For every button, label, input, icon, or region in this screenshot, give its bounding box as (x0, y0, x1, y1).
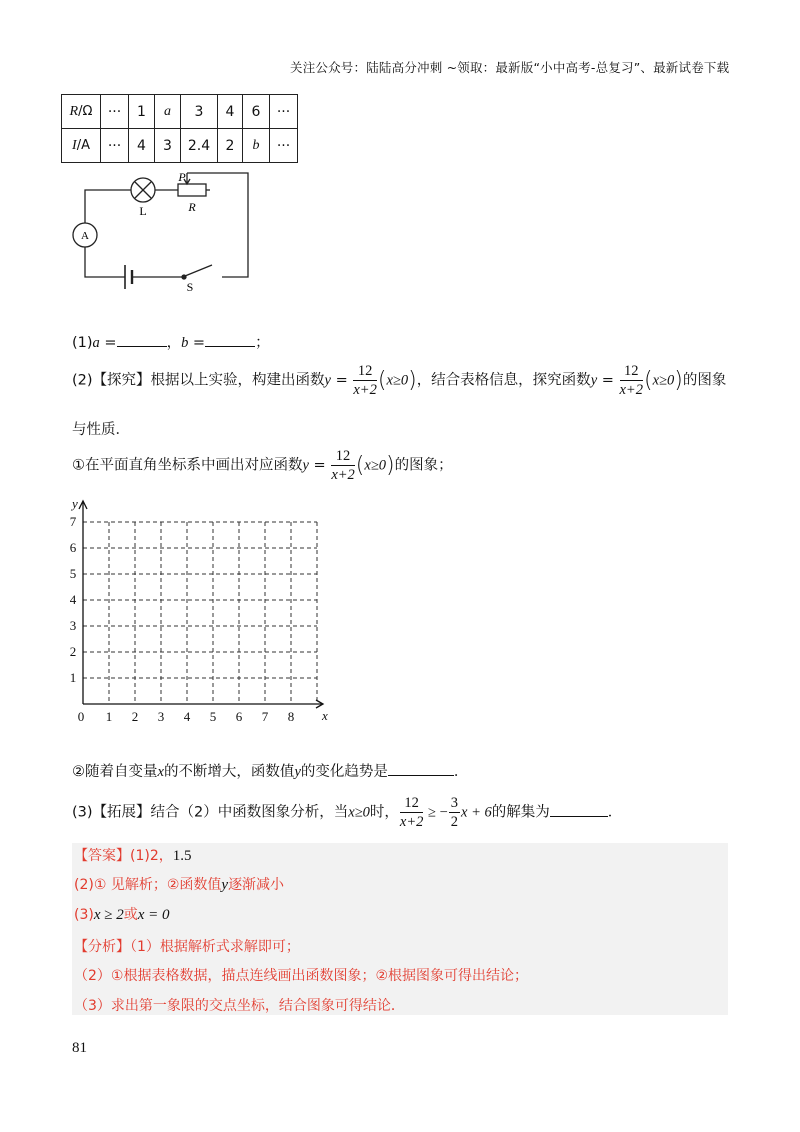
table-cell: ··· (270, 95, 298, 129)
table-cell: 3 (181, 95, 218, 129)
x-tick-label: 1 (105, 709, 113, 724)
answer-line-2: (2)① 见解析；②函数值y逐渐减小 (74, 877, 285, 893)
answer-line-1: 【答案】(1)2，1.5 (74, 848, 192, 864)
x-tick-label: 8 (287, 709, 295, 724)
table-cell: ··· (270, 129, 298, 163)
analysis-line-2: （2）①根据表格数据，描点连线画出函数图象；②根据图象可得出结论； (74, 968, 529, 984)
table-cell: ··· (101, 129, 129, 163)
question-3: (3)【拓展】结合（2）中函数图象分析，当x≥0时， $\frac{12}{x+2}$ ≥ − $\frac{3}{2}$ x + 6的解集为 ． (72, 795, 623, 830)
resistor-icon (178, 184, 206, 196)
answer-box (72, 843, 728, 1015)
table-cell: 2.4 (181, 129, 218, 163)
page-header: 关注公众号：陆陆高分冲刺 ~领取：最新版“小中高考-总复习”、最新试卷下载 (290, 60, 730, 75)
x-axis-label: x (322, 708, 328, 723)
table-cell: b (243, 129, 270, 163)
origin-label: 0 (77, 709, 85, 724)
table-cell: 6 (243, 95, 270, 129)
question-2-sub1: ①在平面直角坐标系中画出对应函数y = $\frac{12}{x+2}$ (x≥0)的图象； (72, 448, 453, 483)
table-cell: 4 (129, 129, 155, 163)
table-cell: a (155, 95, 181, 129)
x-tick-label: 4 (183, 709, 191, 724)
label-a: A (81, 230, 89, 242)
y-tick-label: 1 (69, 670, 77, 685)
coordinate-grid (60, 490, 340, 730)
table-row (62, 129, 298, 163)
table-cell: 4 (218, 95, 243, 129)
x-tick-label: 2 (131, 709, 139, 724)
y-tick-label: 2 (69, 644, 77, 659)
circuit-diagram (60, 165, 270, 300)
x-tick-label: 5 (209, 709, 217, 724)
x-tick-label: 3 (157, 709, 165, 724)
table-cell: 2 (218, 129, 243, 163)
table-cell: 1 (129, 95, 155, 129)
row-header-r: R/Ω (62, 95, 101, 129)
question-2-intro: (2)【探究】根据以上实验，构建出函数y = $\frac{12}{x+2}$ (x≥0)，结合表格信息，探究函数y = $\frac{12}{x+2}$ (x≥0)的图象 (72, 363, 727, 398)
table-cell: 3 (155, 129, 181, 163)
y-tick-label: 3 (69, 618, 77, 633)
x-tick-label: 7 (261, 709, 269, 724)
question-2-sub2: ②随着自变量x的不断增大，函数值y的变化趋势是 ． (72, 764, 469, 780)
label-l: L (139, 204, 147, 218)
question-2-line2: 与性质． (72, 422, 130, 438)
label-s: S (186, 280, 194, 294)
table-cell: ··· (101, 95, 129, 129)
analysis-line-3: （3）求出第一象限的交点坐标，结合图象可得结论． (74, 998, 405, 1014)
y-tick-label: 6 (69, 540, 77, 555)
analysis-line-1: 【分析】（1）根据解析式求解即可； (74, 939, 300, 955)
question-1: (1)a = ，b = ； (72, 335, 270, 351)
y-tick-label: 5 (69, 566, 77, 581)
y-tick-label: 4 (69, 592, 77, 607)
y-axis-label: y (72, 496, 78, 511)
answer-line-3: (3)x ≥ 2或x = 0 (74, 907, 170, 923)
label-r: R (188, 200, 196, 214)
resistance-current-table (61, 94, 298, 163)
y-tick-label: 7 (69, 514, 77, 529)
row-header-i: I/A (62, 129, 101, 163)
page-number: 81 (72, 1040, 87, 1056)
label-p: P (178, 170, 186, 184)
table-row (62, 95, 298, 129)
x-tick-label: 6 (235, 709, 243, 724)
